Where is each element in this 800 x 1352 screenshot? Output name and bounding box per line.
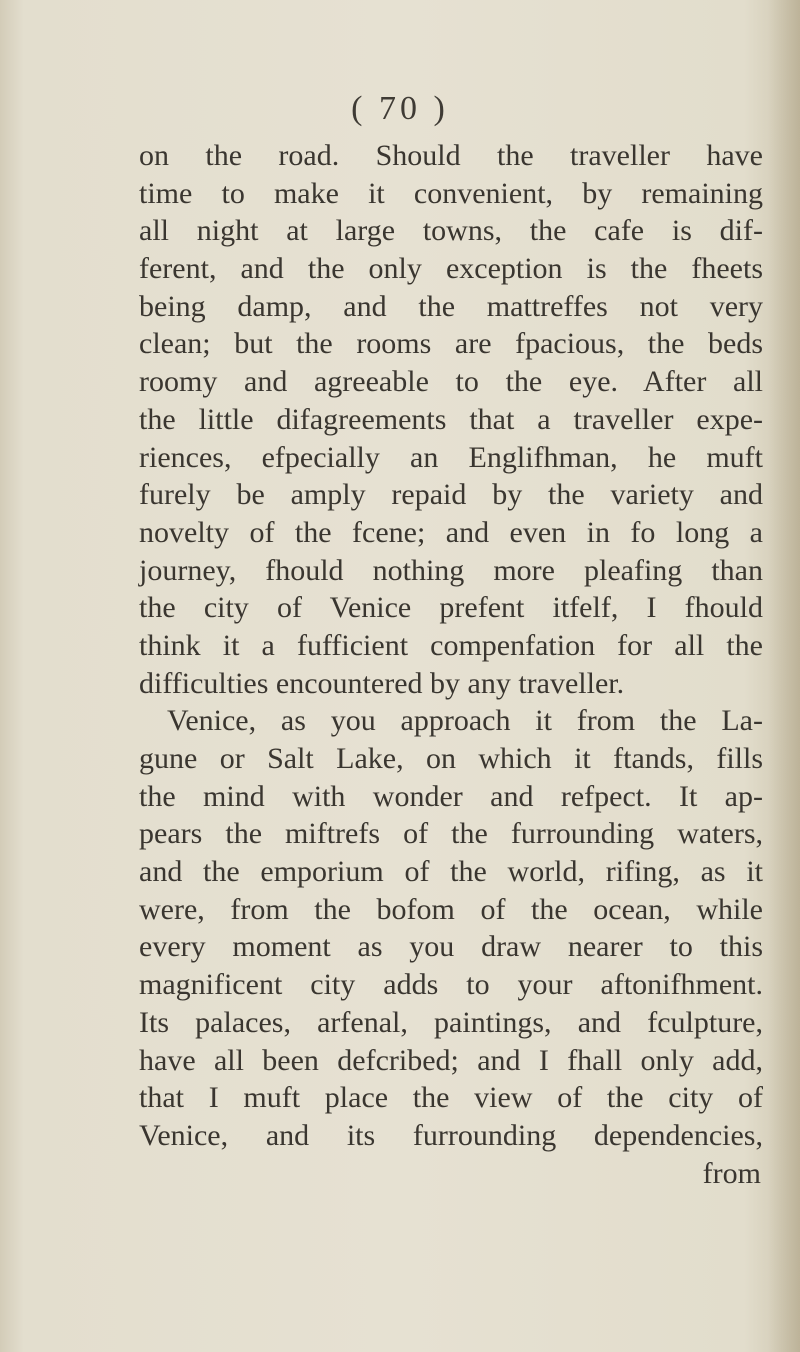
text-line: ferent, and the only exception is the fheets [139, 252, 763, 286]
text-line: all night at large towns, the cafe is dif- [139, 214, 763, 248]
text-line: magnificent city adds to your aftonifhment. [139, 968, 763, 1002]
text-line: Its palaces, arfenal, paintings, and fculpture, [139, 1005, 763, 1039]
text-line: novelty of the fcene; and even in fo long a [139, 515, 763, 549]
text-line: that I muft place the view of the city of [139, 1081, 763, 1115]
text-line: time to make it convenient, by remaining [139, 176, 763, 210]
text-line: roomy and agreeable to the eye. After all [139, 365, 763, 399]
text-line: think it a fufficient compenfation for all the [139, 628, 763, 662]
page-number-header: ( 70 ) [351, 90, 449, 127]
text-line: clean; but the rooms are fpacious, the beds [139, 327, 763, 361]
text-line: every moment as you draw nearer to this [139, 930, 763, 964]
page-edge-shadow [768, 0, 800, 1352]
text-line: the city of Venice prefent itfelf, I fhould [139, 591, 763, 625]
text-line: Venice, and its furrounding dependencies, [139, 1118, 763, 1152]
text-line: being damp, and the mattreffes not very [139, 289, 763, 323]
text-line: journey, fhould nothing more pleafing than [139, 553, 763, 587]
text-line: were, from the bofom of the ocean, while [139, 892, 763, 926]
paragraph-end-line: difficulties encountered by any traveller. [139, 666, 625, 700]
text-line: furely be amply repaid by the variety and [139, 478, 763, 512]
text-line: the mind with wonder and refpect. It ap- [139, 779, 763, 813]
text-line: on the road. Should the traveller have [139, 139, 763, 172]
body-text [139, 137, 763, 1192]
text-line: have all been defcribed; and I fhall only add, [139, 1043, 763, 1077]
text-line: pears the miftrefs of the furrounding waters, [139, 817, 763, 851]
text-line: the little difagreements that a traveller expe- [139, 402, 763, 436]
paragraph-start-line: Venice, as you approach it from the La- [167, 704, 763, 738]
catchword: from [702, 1156, 761, 1190]
text-line: gune or Salt Lake, on which it ftands, fills [139, 742, 763, 775]
text-line: riences, efpecially an Englifhman, he muft [139, 440, 763, 474]
text-line: and the emporium of the world, rifing, as it [139, 855, 763, 889]
